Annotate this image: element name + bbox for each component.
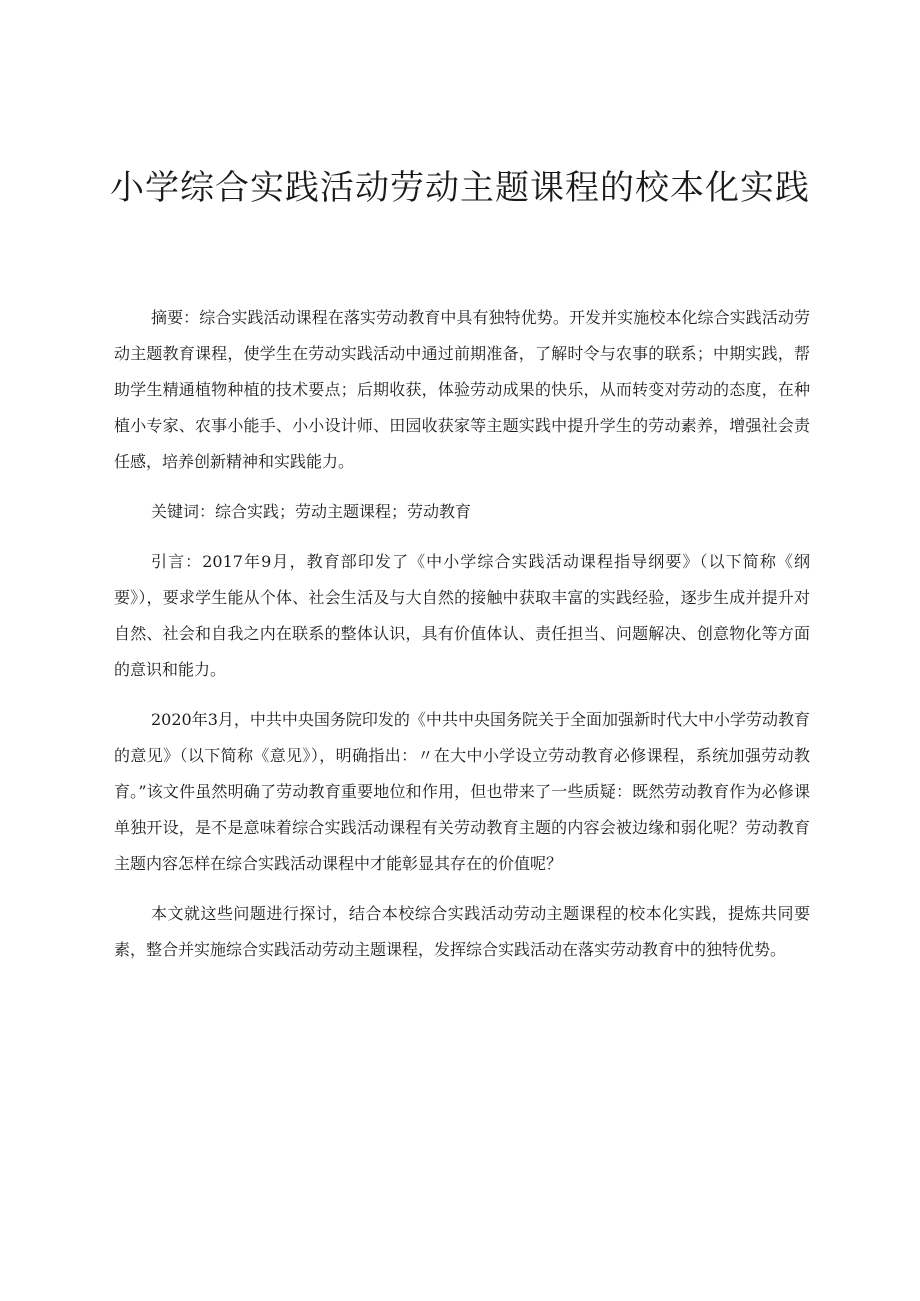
abstract-paragraph: 摘要：综合实践活动课程在落实劳动教育中具有独特优势。开发并实施校本化综合实践活动劳动主题教育课程，使学生在劳动实践活动中通过前期准备，了解时令与农事的联系；中期实践，帮助学生精通植物种植的技术要点；后期收获，体验劳动成果的快乐，从而转变对劳动的态度，在种植小专家、农事小能手、小小设计师、田园收获家等主题实践中提升学生的劳动素养，增强社会责任感，培养创新精神和实践能力。 (114, 308, 810, 471)
policy-paragraph: 2020年3月，中共中央国务院印发的《中共中央国务院关于全面加强新时代大中小学劳动教育的意见》（以下简称《意见》），明确指出：〃在大中小学设立劳动教育必修课程，系统加强劳动教育。”该文件虽然明确了劳动教育重要地位和作用，但也带来了一些质疑：既然劳动教育作为必修课单独开设，是不是意味着综合实践活动课程有关劳动教育主题的内容会被边缘和弱化呢？劳动教育主题内容怎样在综合实践活动课程中才能彰显其存在的价值呢？ (114, 710, 810, 873)
document-body (114, 300, 810, 968)
document-title: 小学综合实践活动劳动主题课程的校本化实践 (110, 168, 810, 208)
introduction-paragraph: 引言：2017年9月，教育部印发了《中小学综合实践活动课程指导纲要》（以下简称《纲要》），要求学生能从个体、社会生活及与大自然的接触中获取丰富的实践经验，逐步生成并提升对自然、社会和自我之内在联系的整体认识，具有价值体认、责任担当、问题解决、创意物化等方面的意识和能力。 (114, 552, 810, 679)
keywords-paragraph: 关键词：综合实践；劳动主题课程；劳动教育 (151, 502, 472, 521)
purpose-paragraph: 本文就这些问题进行探讨，结合本校综合实践活动劳动主题课程的校本化实践，提炼共同要素，整合并实施综合实践活动劳动主题课程，发挥综合实践活动在落实劳动教育中的独特优势。 (114, 904, 810, 959)
